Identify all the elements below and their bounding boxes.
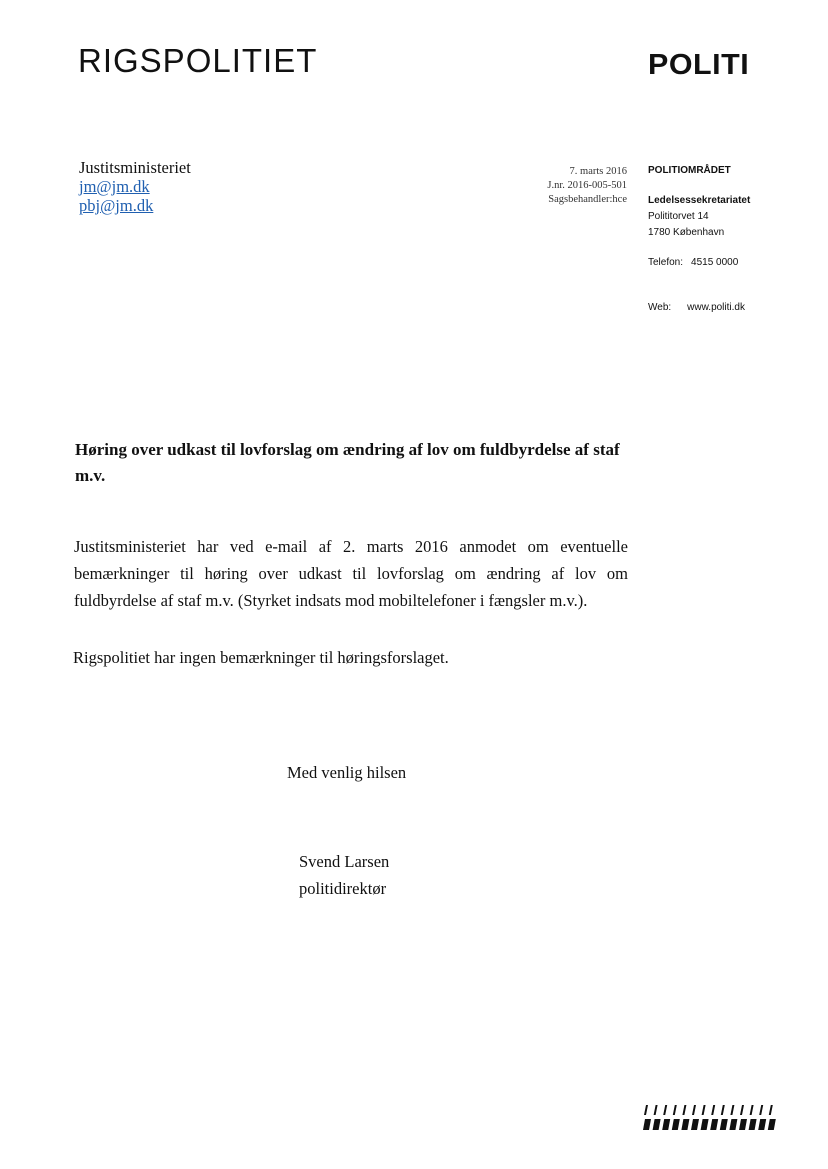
stripe-thick [662,1119,670,1130]
stripe-thick [739,1119,747,1130]
stripe-thick [768,1119,776,1130]
recipient-name: Justitsministeriet [79,158,191,177]
stripe-thin [654,1105,658,1115]
stripe-thick [720,1119,728,1130]
signer-title: politidirektør [299,879,387,898]
stripe-thick [701,1119,709,1130]
stripe-thick [681,1119,689,1130]
stripe-thick [758,1119,766,1130]
phone-label: Telefon: [648,257,684,268]
recipient-email-link[interactable]: pbj@jm.dk [79,196,154,215]
letter-paragraph: Justitsministeriet har ved e-mail af 2. marts 2016 anmodet om eventuelle bemærkninger til høring over udkast til lovforslag om ændring af lov om fuldbyrdelse af staf m.v. (Styrket indsats mod mobiltelefoner i fængsler m.v.). [74,537,628,610]
politi-logo: POLITI [648,49,750,81]
web-label: Web: [648,302,672,313]
recipient-email-link[interactable]: jm@jm.dk [79,177,150,196]
stripe-thick [729,1119,737,1130]
stripe-thick [672,1119,680,1130]
stripe-thin [682,1105,686,1115]
stripe-thin [759,1105,763,1115]
stripe-thin [721,1105,725,1115]
sidebar-phone [648,257,738,268]
police-stripes-icon [640,1105,778,1131]
stripe-thick [691,1119,699,1130]
stripe-thin [692,1105,696,1115]
signer-name: Svend Larsen [299,852,390,871]
stripe-thin [711,1105,715,1115]
stripe-thin [702,1105,706,1115]
stripe-thick [643,1119,651,1130]
letter-meta [547,165,627,207]
stripe-thin [644,1105,648,1115]
stripe-thick [710,1119,718,1130]
sidebar-city: 1780 København [648,227,725,238]
phone-value: 4515 0000 [691,257,739,268]
letter-date: 7. marts 2016 [569,166,627,177]
letterhead-organization: RIGSPOLITIET [78,42,318,79]
stripe-thin [750,1105,754,1115]
letter-closing: Med venlig hilsen [287,763,407,782]
stripe-thin [663,1105,667,1115]
web-value: www.politi.dk [687,302,745,313]
stripe-thick [749,1119,757,1130]
sidebar-web [648,302,745,313]
recipient-block [79,158,191,215]
stripe-thin [740,1105,744,1115]
sidebar-region: POLITIOMRÅDET [648,165,731,176]
signature-block [299,848,389,902]
letter-subject: Høring over udkast til lovforslag om ændring af lov om fuldbyrdelse af staf m.v. [75,440,620,485]
stripe-thin [730,1105,734,1115]
stripe-thick [653,1119,661,1130]
letter-paragraph: Rigspolitiet har ingen bemærkninger til høringsforslaget. [73,648,449,667]
stripe-thin [673,1105,677,1115]
journal-number: J.nr. 2016-005-501 [547,180,627,191]
case-handler: Sagsbehandler:hce [548,194,627,205]
stripe-thin [769,1105,773,1115]
sidebar-department: Ledelsessekretariatet [648,195,751,206]
sidebar-street: Polititorvet 14 [648,211,709,222]
